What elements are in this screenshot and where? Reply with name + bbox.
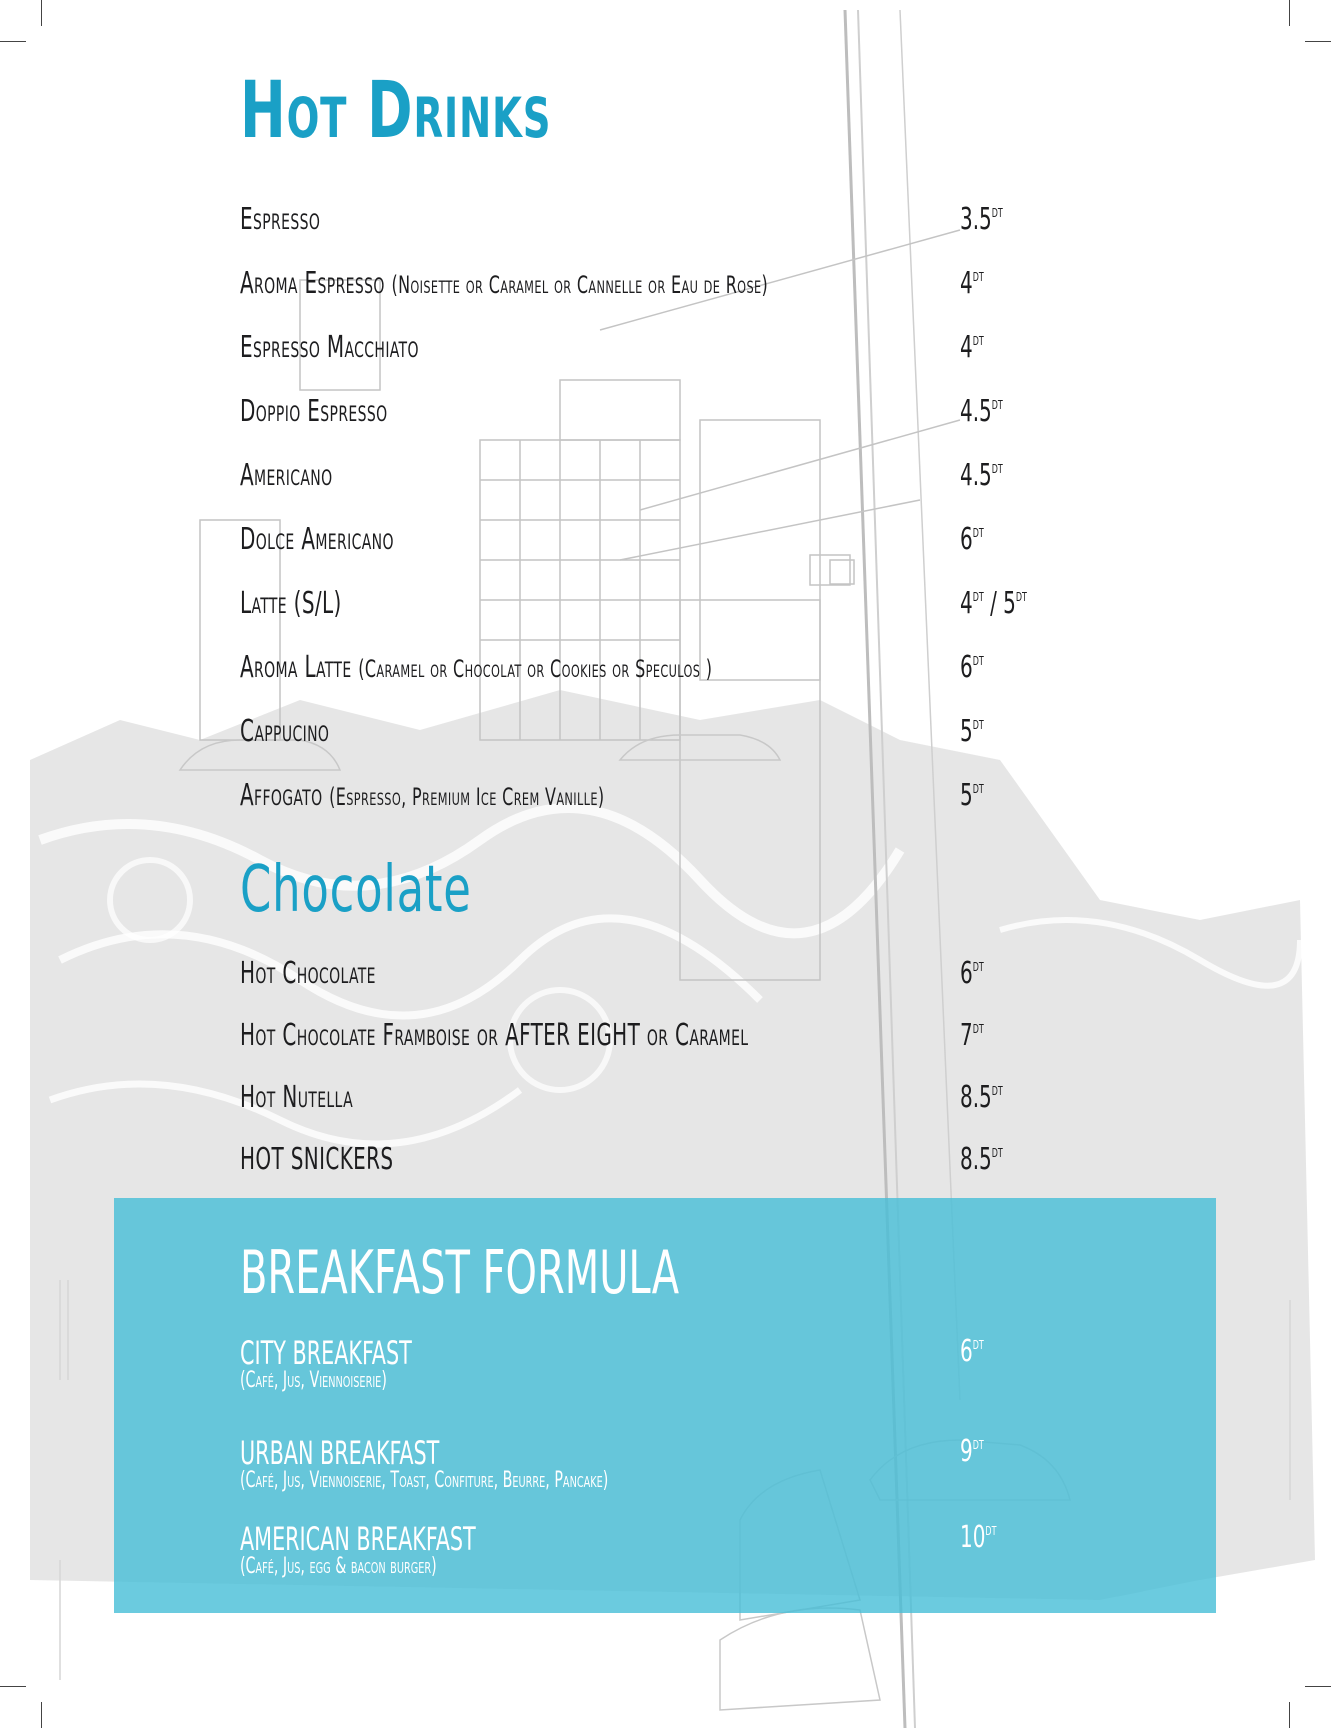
breakfast-item — [240, 1334, 1100, 1404]
item-price: $5^{DT}$ — [960, 714, 984, 749]
menu-item — [240, 650, 1120, 690]
menu-item — [240, 266, 1120, 306]
breakfast-price: $10^{DT}$ — [960, 1520, 997, 1555]
breakfast-item — [240, 1434, 1100, 1504]
breakfast-price: $9^{DT}$ — [960, 1434, 984, 1469]
breakfast-desc: (Café, Jus, egg & bacon burger) — [240, 1554, 437, 1579]
breakfast-desc: (Café, Jus, Viennoiserie, Toast, Confiture, Beurre, Pancake) — [240, 1468, 609, 1493]
item-price: $6^{DT}$ — [960, 650, 984, 685]
breakfast-item — [240, 1520, 1100, 1590]
hot-drinks-title: Hot Drinks — [240, 66, 552, 156]
breakfast-name: AMERICAN BREAKFAST — [240, 1520, 476, 1558]
item-name: Hot Nutella — [240, 1080, 354, 1115]
item-price: $4^{DT}$ — [960, 266, 984, 301]
item-price: $4^{DT} / 5^{DT}$ — [960, 586, 1027, 621]
item-name: Hot Chocolate — [240, 956, 376, 991]
menu-item — [240, 714, 1120, 754]
item-name: Americano — [240, 458, 333, 493]
breakfast-price: $6^{DT}$ — [960, 1334, 984, 1369]
chocolate-title: Chocolate — [240, 853, 472, 927]
item-name: HOT SNICKERS — [240, 1142, 394, 1177]
item-price: $4^{DT}$ — [960, 330, 984, 365]
breakfast-desc: (Café, Jus, Viennoiserie) — [240, 1368, 387, 1393]
item-name: Cappucino — [240, 714, 330, 749]
menu-item — [240, 522, 1120, 562]
item-name: Espresso — [240, 202, 321, 237]
menu-item — [240, 202, 1120, 242]
menu-item — [240, 1080, 1120, 1120]
menu-item — [240, 1142, 1120, 1182]
menu-item — [240, 1018, 1120, 1058]
item-detail: (Noisette or Caramel or Cannelle or Eau de Rose) — [391, 271, 769, 299]
menu-item — [240, 458, 1120, 498]
item-name: Aroma Espresso (Noisette or Caramel or Cannelle or Eau de Rose) — [240, 266, 769, 301]
item-name: Dolce Americano — [240, 522, 394, 557]
menu-item — [240, 330, 1120, 370]
item-price: $7^{DT}$ — [960, 1018, 984, 1053]
item-price: $6^{DT}$ — [960, 522, 984, 557]
item-price: $4.5^{DT}$ — [960, 458, 1003, 493]
menu-item — [240, 956, 1120, 996]
item-price: $3.5^{DT}$ — [960, 202, 1003, 237]
item-price: $8.5^{DT}$ — [960, 1080, 1003, 1115]
item-name: Espresso Macchiato — [240, 330, 419, 365]
item-name: Aroma Latte (Caramel or Chocolat or Cookies or Speculos ) — [240, 650, 713, 685]
item-price: $8.5^{DT}$ — [960, 1142, 1003, 1177]
breakfast-title: BREAKFAST FORMULA — [240, 1238, 680, 1308]
item-price: $6^{DT}$ — [960, 956, 984, 991]
menu-item — [240, 778, 1120, 818]
item-price: $5^{DT}$ — [960, 778, 984, 813]
item-name: Hot Chocolate Framboise or AFTER EIGHT or Caramel — [240, 1018, 749, 1053]
item-price: $4.5^{DT}$ — [960, 394, 1003, 429]
item-name: Affogato (Espresso, Premium Ice Crem Vanille) — [240, 778, 605, 813]
breakfast-panel — [114, 1198, 1216, 1613]
menu-item — [240, 394, 1120, 434]
item-detail: (Caramel or Chocolat or Cookies or Speculos ) — [358, 655, 713, 683]
item-detail: (Espresso, Premium Ice Crem Vanille) — [329, 783, 605, 811]
menu-item — [240, 586, 1120, 626]
item-name: Doppio Espresso — [240, 394, 388, 429]
breakfast-name: URBAN BREAKFAST — [240, 1434, 440, 1472]
breakfast-name: CITY BREAKFAST — [240, 1334, 412, 1372]
item-name: Latte (S/L) — [240, 586, 342, 621]
